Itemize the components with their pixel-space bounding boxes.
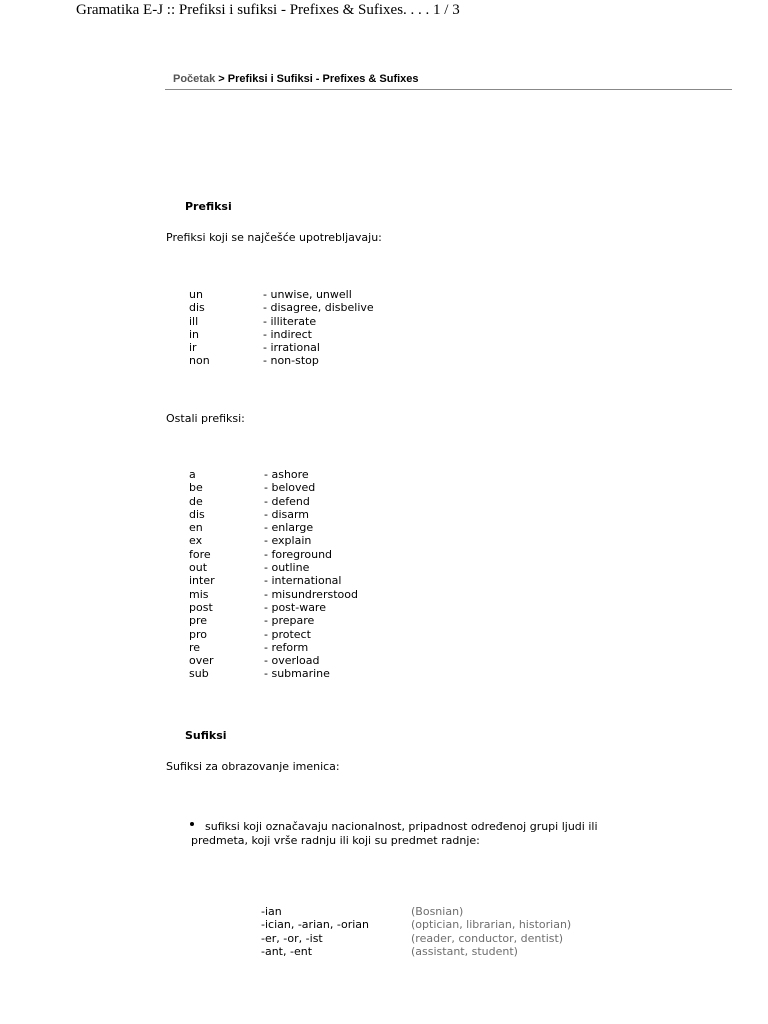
prefixes-intro: Prefiksi koji se najčešće upotrebljavaju: [166,231,382,244]
prefix: dis [189,507,205,521]
prefix: un [189,288,203,301]
prefix-example: - defend [264,494,310,508]
breadcrumb-home-link[interactable]: Početak [173,73,216,85]
prefix-example: - beloved [264,481,316,495]
page-header-title: Gramatika E-J :: Prefiksi i sufiksi - Prefixes & Sufixes. . . . 1 / 3 [76,2,460,18]
prefix-example: - disarm [264,507,310,521]
suffix: -ician, -arian, -orian [261,918,370,932]
prefix: ex [189,534,203,548]
prefix-example: - overload [264,654,320,668]
prefix: de [189,494,203,508]
breadcrumb-separator: > [218,73,225,85]
prefix-example: - outline [264,561,310,575]
prefix-example: - ashore [264,468,309,481]
prefix-example: - unwise, unwell [263,288,352,301]
suffix-example: (Bosnian) [411,905,464,918]
prefix: re [189,640,201,654]
prefix: over [189,654,214,668]
prefix-example: - enlarge [264,521,314,535]
suffixes-intro: Sufiksi za obrazovanje imenica: [166,760,340,773]
prefix: out [189,561,208,575]
prefix: non [189,354,210,368]
prefix: pre [189,614,208,628]
suffix-example: (assistant, student) [411,944,518,958]
prefix-example: - submarine [264,667,330,681]
suffix: -er, -or, -ist [261,931,323,945]
prefix: in [189,327,200,341]
breadcrumb-current: Prefiksi i Sufiksi - Prefixes & Sufixes [227,73,419,85]
prefix-example: - foreground [264,547,333,561]
suffix: -ant, -ent [261,944,313,958]
prefix: dis [189,301,205,315]
suffix: -ian [261,905,282,918]
prefix: fore [189,547,211,561]
suffix-example: (optician, librarian, historian) [411,918,572,932]
breadcrumb-divider [165,89,732,90]
suffix-bullet-text [191,820,598,847]
suffix-example: (reader, conductor, dentist) [411,931,564,945]
prefix: ill [189,314,199,328]
breadcrumb [173,73,419,85]
prefix-example: - non-stop [263,354,319,368]
prefix-example: - protect [264,627,311,641]
prefix-example: - international [264,574,342,588]
prefix: be [189,481,203,495]
prefix: inter [189,574,215,588]
suffix-bullet-line-2: predmeta, koji vrše radnju ili koji su predmet radnje: [191,833,480,847]
prefix-example: - disagree, disbelive [263,301,374,315]
prefix: a [189,468,196,481]
suffixes-heading: Sufiksi [185,729,227,742]
prefix: mis [189,587,209,601]
prefix-example: - indirect [263,327,312,341]
prefix: sub [189,667,209,681]
bullet-dot-icon [190,822,194,826]
prefix-example: - explain [264,534,312,548]
prefix-example: - irrational [263,341,320,355]
prefix: en [189,521,203,535]
other-prefixes-label: Ostali prefiksi: [166,412,245,425]
prefix-example: - illiterate [263,314,317,328]
suffix-bullet-line-1: sufiksi koji označavaju nacionalnost, pripadnost određenoj grupi ljudi ili [205,820,598,833]
prefixes-heading: Prefiksi [185,200,232,213]
prefix: ir [189,341,197,355]
prefix: pro [189,627,207,641]
prefix: post [189,600,213,614]
prefix-example: - misundrerstood [264,587,358,601]
prefix-example: - reform [264,640,309,654]
prefix-example: - post-ware [264,600,326,614]
prefix-example: - prepare [264,614,315,628]
